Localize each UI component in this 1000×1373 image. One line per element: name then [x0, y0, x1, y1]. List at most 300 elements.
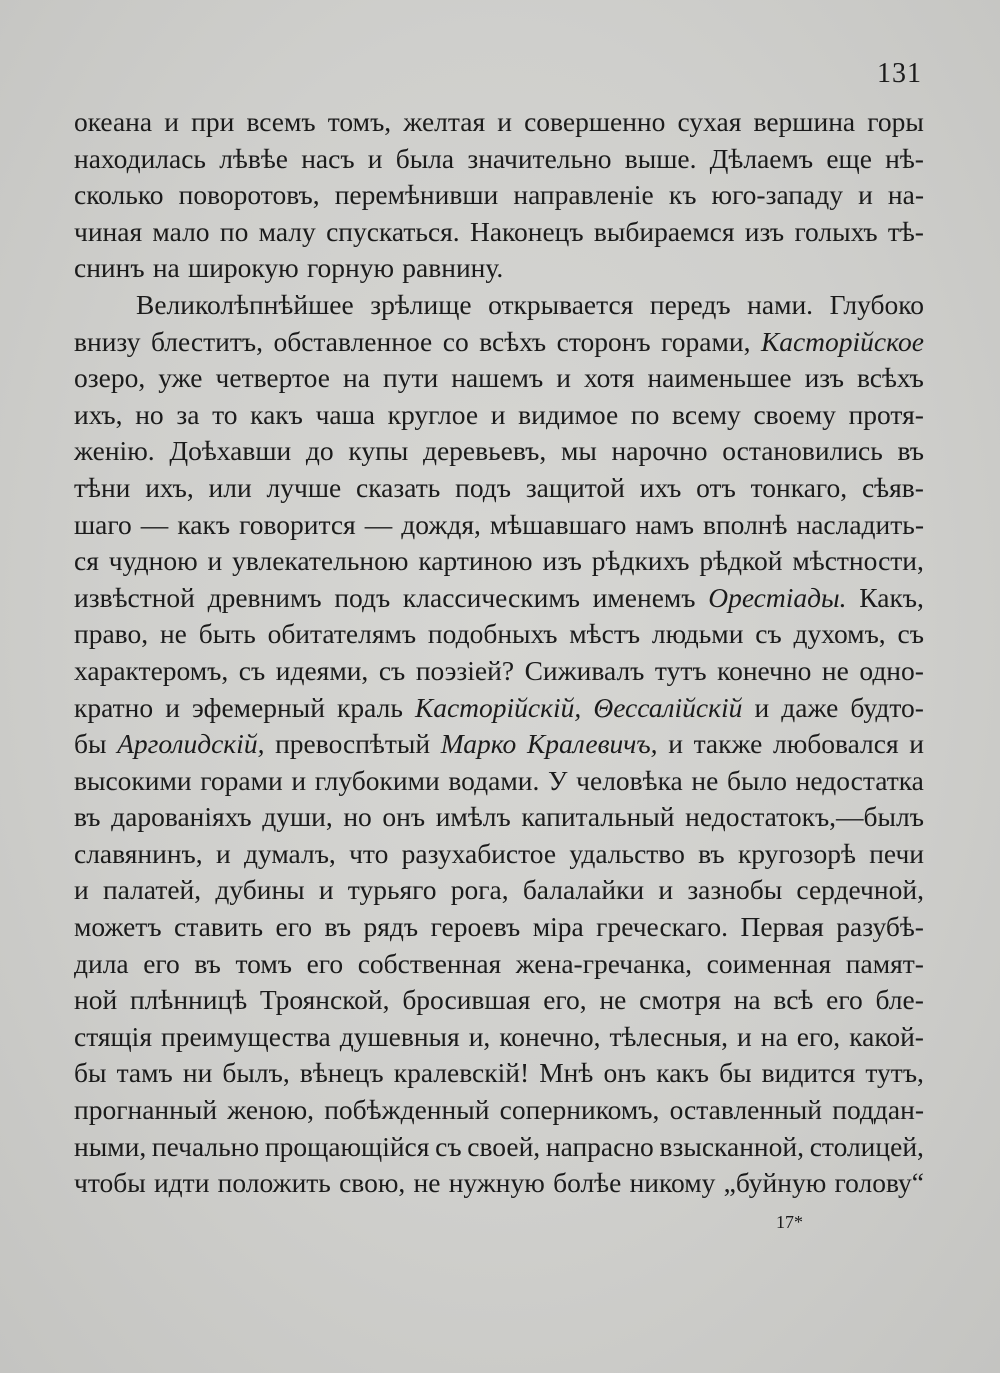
word: видимое [518, 398, 619, 430]
word: всему [672, 398, 741, 430]
word: ни [182, 1057, 213, 1089]
text-line [74, 1165, 924, 1202]
word: Первая [740, 911, 824, 943]
word: женою, [227, 1094, 314, 1126]
word: его [826, 984, 863, 1016]
word: капитальный [521, 801, 675, 833]
word: турьяго [347, 874, 437, 906]
word: круглое [387, 398, 479, 430]
word: съ [435, 1130, 462, 1162]
word: открывается [488, 288, 634, 320]
word: и [318, 874, 334, 906]
word: право, [74, 618, 149, 650]
word: взысканной, [659, 1130, 804, 1162]
word: идеями, [275, 654, 369, 686]
text-line [74, 1055, 924, 1092]
word: соперникомъ, [499, 1094, 660, 1126]
body-text [74, 104, 924, 1202]
word: уже [158, 362, 203, 394]
word: была [395, 142, 455, 174]
word: мѣстности, [792, 545, 924, 577]
word: томъ [235, 947, 292, 979]
word: его [143, 947, 180, 979]
word: онъ [382, 801, 426, 833]
word: Дѣлаемъ [709, 142, 814, 174]
word: былъ, [222, 1057, 290, 1089]
word: ихъ [639, 471, 682, 503]
word: поэзіей? [415, 654, 515, 686]
word: памят- [845, 947, 924, 979]
word: балалайки [522, 874, 645, 906]
word: не [159, 618, 187, 650]
word: разубѣ- [836, 911, 924, 943]
word: рѣдкой [699, 545, 783, 577]
word: и [658, 874, 674, 906]
word: вершина [753, 106, 856, 137]
word: будто- [850, 691, 924, 723]
text-line [74, 177, 924, 214]
word: плѣнницѣ [129, 984, 248, 1016]
word: тѣ- [887, 215, 924, 247]
word: болѣе [553, 1167, 622, 1199]
word: греческаго. [596, 911, 729, 943]
text-line [74, 1019, 924, 1056]
word: подобныхъ [427, 618, 558, 650]
word: къ [668, 179, 697, 211]
word: въ [897, 435, 924, 467]
word: душевныя [339, 1020, 460, 1052]
word: какъ [656, 1057, 709, 1089]
word: свою, [339, 1167, 406, 1199]
word: рога, [450, 874, 509, 906]
word: всѣ [773, 984, 814, 1016]
word: чудною [108, 545, 198, 577]
word: конечно [717, 654, 812, 686]
word: имѣлъ [435, 801, 511, 833]
signature-mark: 17* [776, 1212, 803, 1232]
word: сторонъ [556, 325, 651, 357]
word: У [548, 764, 568, 796]
word: палатей, [102, 874, 202, 906]
word: голыхъ [794, 215, 878, 247]
word: какъ [250, 398, 303, 430]
text-line [74, 433, 924, 470]
word: Мнѣ [539, 1057, 594, 1089]
word: недостатокъ,—былъ [685, 801, 924, 833]
text-line [74, 1092, 924, 1129]
word: озеро, [74, 362, 146, 394]
word: дарованіяхъ [111, 801, 252, 833]
word: и [668, 728, 683, 760]
word: чиная [74, 215, 143, 247]
word: или [208, 471, 252, 503]
text-line [74, 214, 924, 251]
word: прогнанный [74, 1094, 218, 1126]
word: преимущества [161, 1020, 331, 1052]
word: нужную [448, 1167, 545, 1199]
word: удальство [569, 837, 685, 869]
word: и [74, 874, 89, 906]
word: не [413, 1167, 441, 1199]
word: и [367, 142, 383, 174]
word: Сиживалъ [524, 654, 645, 686]
word: обитателямъ [267, 618, 417, 650]
word: горную [306, 252, 395, 284]
word: эфемерный [192, 691, 325, 723]
text-line [74, 726, 924, 763]
word: лучше [266, 471, 342, 503]
word: тѣни [74, 471, 131, 503]
word: женію. [74, 435, 155, 467]
word: наименьшее [647, 362, 792, 394]
word: всѣхъ [856, 362, 924, 394]
word: Наконецъ [469, 215, 584, 247]
word: нашемъ [451, 362, 544, 394]
italic-word: Арголидскій, [117, 728, 265, 760]
word: блеститъ, [150, 325, 263, 357]
word: и [497, 106, 512, 137]
word: желтая [403, 106, 486, 137]
word: превоспѣтый [275, 728, 431, 760]
word: ся [74, 545, 99, 577]
word: значительно [467, 142, 612, 174]
text-line [74, 324, 924, 361]
text-line [74, 872, 924, 909]
word: — [364, 508, 393, 540]
word: — [140, 508, 169, 540]
word: онъ [603, 1057, 647, 1089]
text-line [74, 543, 924, 580]
word: говорится [239, 508, 356, 540]
word: тутъ, [865, 1057, 924, 1089]
word: глубокими [314, 764, 440, 796]
text-line [74, 507, 924, 544]
word: малу [258, 215, 316, 247]
word: то [212, 398, 238, 430]
text-line [74, 909, 924, 946]
word: насъ [301, 142, 355, 174]
word: его [306, 947, 344, 979]
word: кругозорѣ [737, 837, 856, 869]
text-line [74, 141, 924, 178]
word: зазнобы [687, 874, 783, 906]
word: высокими [74, 764, 192, 796]
word: міра [532, 911, 584, 943]
word: бы [719, 1057, 752, 1089]
word: изъ [744, 215, 785, 247]
word: собственная [357, 947, 502, 979]
word: нѣ- [885, 142, 924, 174]
word: вѣнецъ [299, 1057, 384, 1089]
word: томъ, [327, 106, 392, 137]
word: кралевскій! [393, 1057, 530, 1089]
word: и [556, 362, 571, 394]
word: горами, [661, 325, 751, 357]
word: ихъ, [145, 471, 194, 503]
word: сѣяв- [861, 471, 924, 503]
word: съ [378, 654, 406, 686]
word: пути [382, 362, 439, 394]
word: никому [629, 1167, 716, 1199]
word: мало [152, 215, 210, 247]
word: нами. [747, 288, 814, 320]
word: видится [761, 1057, 856, 1089]
word: по [219, 215, 249, 247]
word: „буйную [723, 1167, 827, 1199]
word: спускаться. [326, 215, 460, 247]
word: не [599, 984, 627, 1016]
word: и [737, 1020, 752, 1052]
word: горами [200, 764, 283, 796]
text-line [74, 982, 924, 1019]
word: водами. [448, 764, 540, 796]
italic-word: Θессалійскій [593, 691, 743, 723]
text-line [74, 616, 924, 653]
word: еще [826, 142, 872, 174]
word: намъ [635, 508, 694, 540]
word: обставленное [273, 325, 433, 357]
word: на [733, 984, 761, 1016]
word: по [630, 398, 660, 430]
word: и [754, 691, 770, 723]
word: печи [869, 837, 924, 869]
word: протя- [848, 398, 924, 430]
word: недостатка [795, 764, 924, 796]
text-line [74, 690, 924, 727]
word: быть [198, 618, 256, 650]
italic-word: Касторійское [760, 325, 924, 357]
word: на [152, 252, 180, 284]
word: внизу [74, 325, 141, 357]
word: разухабистое [401, 837, 557, 869]
text-line [74, 104, 924, 141]
word: но [135, 398, 164, 430]
word: человѣка [576, 764, 683, 796]
word: выбираемся [593, 215, 735, 247]
word: бросившая [402, 984, 531, 1016]
text-line [74, 470, 924, 507]
word: ной [74, 984, 118, 1016]
word: Великолѣпнѣйшее [136, 288, 354, 320]
word: остановились [722, 435, 883, 467]
word: и [490, 398, 506, 430]
word: нарочно [611, 435, 708, 467]
word: насладить- [796, 508, 924, 540]
word: шаго [74, 508, 132, 540]
word: въ [698, 837, 725, 869]
word: защитой [525, 471, 625, 503]
word: дубины [215, 874, 305, 906]
word: именемъ [592, 581, 696, 613]
word: при [191, 106, 235, 137]
word: рядъ [363, 911, 419, 943]
word: побѣжденный [324, 1094, 490, 1126]
word: и [164, 106, 179, 137]
word: изъ [804, 362, 844, 394]
word: поворотовъ, [178, 179, 320, 211]
word: направленіе [513, 179, 654, 211]
word: оставленный [669, 1094, 823, 1126]
word: людьми [651, 618, 744, 650]
word: древнимъ [207, 581, 322, 613]
word: и [207, 545, 223, 577]
word: извѣстной [74, 581, 195, 613]
word: даже [781, 691, 839, 723]
word: духомъ, [793, 618, 886, 650]
word: бле- [875, 984, 924, 1016]
word: одно- [859, 654, 924, 686]
word: съ [755, 618, 782, 650]
word: прощающійся [264, 1130, 430, 1162]
word: лѣвѣе [219, 142, 288, 174]
word: подъ [334, 581, 391, 613]
word: равнину. [402, 252, 504, 284]
word: жена-гречанка, [515, 947, 693, 979]
word: перемѣнивши [334, 179, 499, 211]
text-line [74, 799, 924, 836]
word: героевъ [430, 911, 521, 943]
italic-word: Орестіады. [708, 581, 847, 613]
word: и, [468, 1020, 491, 1052]
text-line [74, 580, 924, 617]
word: и [291, 764, 307, 796]
word: подъ [455, 471, 511, 503]
word: также [693, 728, 763, 760]
word: тамъ [116, 1057, 173, 1089]
text-line [74, 946, 924, 983]
word: широкую [188, 252, 299, 284]
word: бы [74, 1057, 107, 1089]
word: снинъ [74, 252, 145, 284]
word: его, [543, 984, 587, 1016]
word: въ [194, 947, 221, 979]
word: что [349, 837, 389, 869]
word: напрасно [545, 1130, 654, 1162]
word: столицей, [809, 1130, 924, 1162]
word: юго-западу [711, 179, 843, 211]
word: было [727, 764, 787, 796]
word: поддан- [832, 1094, 924, 1126]
word: смотря [639, 984, 721, 1016]
word: тутъ [654, 654, 707, 686]
word: дила [74, 947, 129, 979]
text-line [74, 836, 924, 873]
word: соименная [706, 947, 832, 979]
word: его [275, 911, 313, 943]
text-line [74, 360, 924, 397]
word: чтобы [74, 1167, 146, 1199]
word: думалъ, [243, 837, 336, 869]
word: изъ [542, 545, 582, 577]
page-number: 131 [877, 58, 922, 89]
word: его, [796, 1020, 841, 1052]
word: краль [337, 691, 403, 723]
word: хотя [583, 362, 635, 394]
word: сколько [74, 179, 164, 211]
word: не [821, 654, 849, 686]
word: и [165, 691, 180, 723]
word: деревьевъ, [422, 435, 547, 467]
word: зрѣлище [370, 288, 472, 320]
word: съ [897, 618, 924, 650]
word: классическимъ [402, 581, 580, 613]
word: какой- [849, 1020, 924, 1052]
word: Какъ, [859, 581, 924, 613]
word: кратно [74, 691, 154, 723]
word: со [442, 325, 469, 357]
word: сердечной, [796, 874, 924, 906]
word: души, [262, 801, 333, 833]
word: и [909, 728, 924, 760]
word: стящія [74, 1020, 152, 1052]
word: сказать [356, 471, 441, 503]
word: за [176, 398, 200, 430]
word: на- [887, 179, 924, 211]
word: мѣшавшаго [489, 508, 627, 540]
word: купы [348, 435, 409, 467]
word: въ [74, 801, 101, 833]
word: и [858, 179, 873, 211]
word: тонкаго, [750, 471, 848, 503]
word: конечно, [499, 1020, 601, 1052]
word: дождя, [401, 508, 481, 540]
word: ставить [174, 911, 264, 943]
text-line [74, 397, 924, 434]
text-line [74, 1129, 924, 1166]
word: можетъ [74, 911, 162, 943]
word: всѣхъ [479, 325, 547, 357]
word: бы [74, 728, 107, 760]
word: характеромъ, [74, 654, 229, 686]
text-line [74, 287, 924, 324]
word: Троянской, [259, 984, 390, 1016]
word: Глубоко [829, 288, 924, 320]
word: ихъ, [74, 398, 123, 430]
word: тѣлесныя, [609, 1020, 728, 1052]
italic-word: Кралевичъ, [526, 728, 658, 760]
word: всемъ [246, 106, 316, 137]
word: океана [74, 106, 153, 137]
word: съ [238, 654, 266, 686]
word: совершенно [524, 106, 666, 137]
text-line [74, 250, 924, 287]
italic-word: Касторійскій, [414, 691, 582, 723]
word: какъ [177, 508, 231, 540]
word: славянинъ, [74, 837, 203, 869]
word: своему [753, 398, 836, 430]
word: картиною [418, 545, 533, 577]
word: вполнѣ [702, 508, 788, 540]
word: сухая [677, 106, 742, 137]
word: положить [217, 1167, 331, 1199]
word: чаша [315, 398, 375, 430]
text-line [74, 763, 924, 800]
word: на [343, 362, 370, 394]
word: но [343, 801, 372, 833]
word: въ [324, 911, 352, 943]
word: не [691, 764, 719, 796]
word: четвертое [215, 362, 330, 394]
word: горы [867, 106, 924, 137]
word: мѣстъ [569, 618, 641, 650]
word: ными, [74, 1130, 147, 1162]
word: своей, [467, 1130, 541, 1162]
word: отъ [696, 471, 736, 503]
word: находилась [74, 142, 206, 174]
word: передъ [649, 288, 731, 320]
word: голову“ [834, 1167, 924, 1199]
word: до [305, 435, 334, 467]
